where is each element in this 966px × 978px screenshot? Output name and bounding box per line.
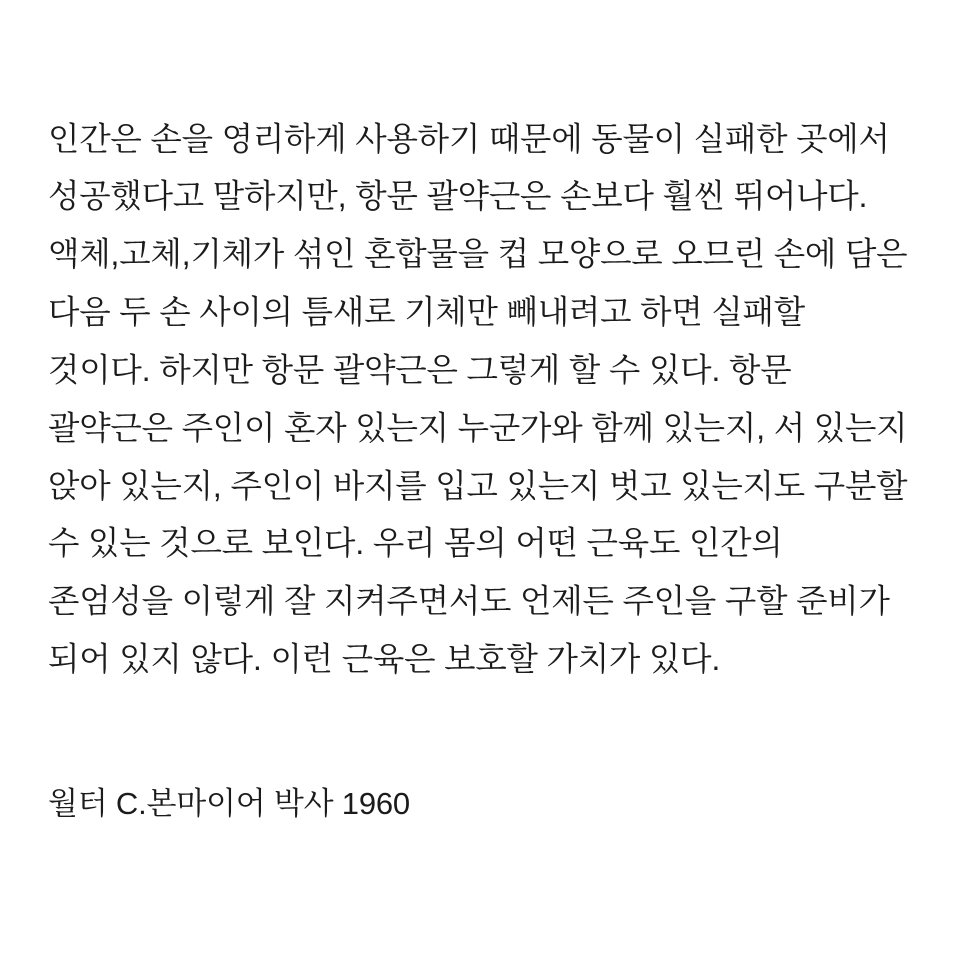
document-paragraph: 인간은 손을 영리하게 사용하기 때문에 동물이 실패한 곳에서 성공했다고 말하지만, 항문 괄약근은 손보다 훨씬 뛰어나다. 액체,고체,기체가 섞인 혼합물을 컵 모양으로 오므린 손에 담은 다음 두 손 사이의 틈새로 기체만 빼내려고 하면 실패할 것이다. 하지만 항문 괄약근은 그렇게 할 수 있다. 항문 괄약근은 주인이 혼자 있는지 누군가와 함께 있는지, 서 있는지 앉아 있는지, 주인이 바지를 입고 있는지 벗고 있는지도 구분할 수 있는 것으로 보인다. 우리 몸의 어떤 근육도 인간의 존엄성을 이렇게 잘 지켜주면서도 언제든 주인을 구할 준비가 되어 있지 않다. 이런 근육은 보호할 가치가 있다. — [48, 120, 908, 678]
document-attribution: 월터 C.본마이어 박사 1960 — [48, 786, 410, 822]
